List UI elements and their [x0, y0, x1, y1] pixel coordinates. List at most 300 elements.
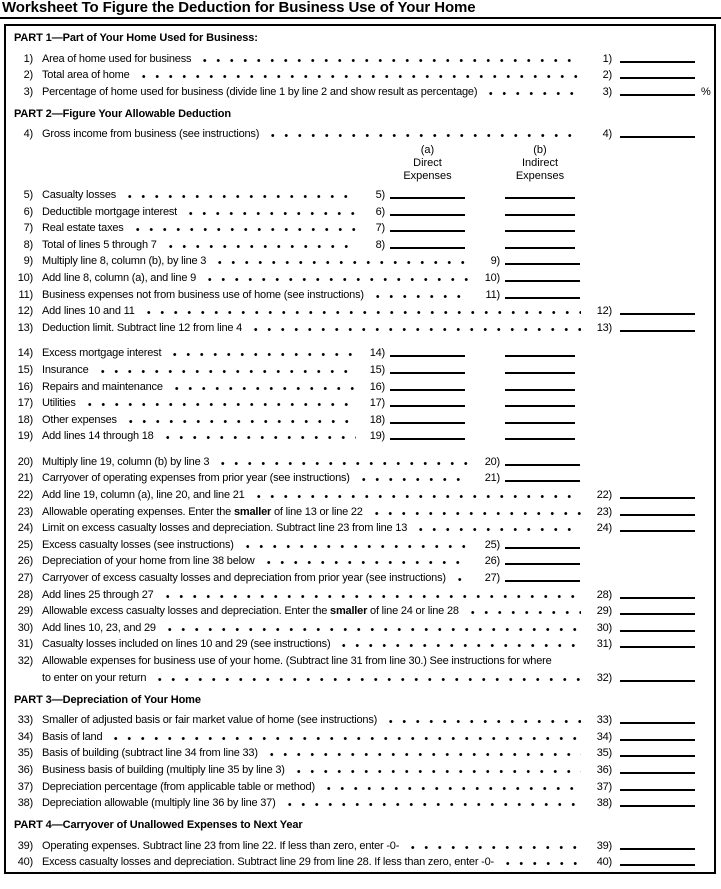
worksheet-line-10	[14, 268, 706, 285]
line-5-indirect-expenses-field[interactable]	[505, 197, 575, 199]
line-16-indirect-expenses-field[interactable]	[505, 389, 575, 391]
line-number: 19)	[17, 430, 33, 443]
line-label-zone	[42, 521, 586, 535]
line-40-amount-field[interactable]	[620, 864, 695, 866]
line-number: 9)	[23, 255, 33, 268]
line-label-zone	[42, 429, 361, 443]
worksheet-line-7	[14, 219, 706, 236]
line-number: 5)	[23, 188, 33, 201]
line-27-amount-field[interactable]	[505, 580, 580, 582]
line-label-zone	[42, 671, 586, 685]
worksheet-line-16	[14, 377, 706, 394]
worksheet-line-18	[14, 410, 706, 427]
line-label: Operating expenses. Subtract line 23 from line 22. If less than zero, enter -0-	[42, 839, 400, 852]
line-label-zone	[42, 127, 586, 141]
worksheet-line-27	[14, 568, 706, 585]
dot-leader	[198, 52, 581, 66]
line-label-zone	[42, 571, 474, 585]
line-14-indirect-expenses-field[interactable]	[505, 355, 575, 357]
line-label: Multiply line 8, column (b), by line 3	[42, 255, 207, 268]
line-number-entry: 20)	[484, 455, 500, 468]
column-a-header	[390, 144, 465, 183]
dot-leader	[337, 637, 581, 651]
line-label-zone	[42, 321, 586, 335]
line-number-entry: 5)	[375, 188, 385, 201]
line-number-entry: 31)	[596, 638, 612, 651]
line-number-entry: 32)	[596, 671, 612, 684]
line-number: 23)	[17, 505, 33, 518]
line-number: 11)	[18, 288, 33, 301]
line-label: Add lines 14 through 18	[42, 430, 154, 443]
worksheet-line-40	[14, 853, 706, 870]
worksheet-line-5	[14, 185, 706, 202]
line-label-zone	[42, 746, 586, 760]
line-number-entry: 30)	[596, 621, 612, 634]
line-number-entry: 36)	[596, 763, 612, 776]
worksheet-line-13	[14, 318, 706, 335]
line-number-entry: 11)	[485, 288, 500, 301]
line-35-amount-field[interactable]	[620, 755, 695, 757]
worksheet-line-11	[14, 285, 706, 302]
dot-leader	[266, 127, 581, 141]
line-number-entry: 4)	[602, 128, 612, 141]
line-label-zone	[42, 346, 361, 360]
dot-leader	[322, 780, 581, 794]
line-label: Real estate taxes	[42, 222, 124, 235]
line-number-entry: 14)	[369, 347, 385, 360]
line-number-entry: 13)	[596, 321, 612, 334]
worksheet-line-33	[14, 711, 706, 728]
line-number: 1)	[23, 52, 33, 65]
worksheet-line-17	[14, 394, 706, 411]
line-6-direct-expenses-field[interactable]	[390, 214, 465, 216]
column-a-header-line: (a)	[420, 144, 435, 157]
column-b-header-line: Expenses	[515, 170, 565, 183]
title-underline-rule	[0, 17, 721, 19]
line-label: Add line 19, column (a), line 20, and line 21	[42, 489, 245, 502]
dot-leader	[161, 588, 581, 602]
line-label: Excess mortgage interest	[42, 347, 162, 360]
dot-leader	[153, 671, 581, 685]
line-label: Add lines 10 and 11	[42, 305, 135, 318]
line-number: 25)	[17, 538, 33, 551]
line-14-direct-expenses-field[interactable]	[390, 355, 465, 357]
line-label: Casualty losses	[42, 188, 117, 201]
line-17-direct-expenses-field[interactable]	[390, 405, 465, 407]
line-2-amount-field[interactable]	[620, 77, 695, 79]
line-number-entry: 38)	[596, 797, 612, 810]
line-7-indirect-expenses-field[interactable]	[505, 230, 575, 232]
line-label: Add lines 25 through 27	[42, 588, 154, 601]
dot-leader	[384, 713, 581, 727]
line-label-zone	[42, 621, 586, 635]
line-label-zone	[42, 288, 474, 302]
line-number: 18)	[17, 413, 33, 426]
line-12-amount-field[interactable]	[620, 313, 695, 315]
line-3-amount-field[interactable]	[620, 94, 695, 96]
line-22-amount-field[interactable]	[620, 497, 695, 499]
line-number: 17)	[17, 397, 33, 410]
line-18-indirect-expenses-field[interactable]	[505, 422, 575, 424]
line-19-indirect-expenses-field[interactable]	[505, 438, 575, 440]
line-number-entry: 17)	[369, 397, 385, 410]
line-label-zone	[42, 68, 586, 82]
line-label-zone	[42, 730, 586, 744]
part-4-heading: PART 4—Carryover of Unallowed Expenses to Next Year	[14, 819, 303, 832]
line-9-amount-field[interactable]	[505, 263, 580, 265]
line-5-direct-expenses-field[interactable]	[390, 197, 465, 199]
line-label: Add line 8, column (a), and line 9	[42, 271, 197, 284]
line-29-amount-field[interactable]	[620, 613, 695, 615]
line-11-amount-field[interactable]	[505, 297, 580, 299]
line-24-amount-field[interactable]	[620, 530, 695, 532]
line-label-zone	[42, 763, 586, 777]
line-number-entry: 39)	[596, 839, 612, 852]
worksheet-line-29	[14, 602, 706, 619]
line-number-entry: 15)	[369, 363, 385, 376]
dot-leader	[83, 396, 356, 410]
line-label: Allowable operating expenses. Enter the	[42, 505, 234, 518]
line-19-direct-expenses-field[interactable]	[390, 438, 465, 440]
worksheet-line-28	[14, 585, 706, 602]
line-number-entry: 12)	[596, 305, 612, 318]
dot-leader	[123, 188, 356, 202]
page-title: Worksheet To Figure the Deduction for Business Use of Your Home	[2, 0, 476, 16]
worksheet-line-31	[14, 635, 706, 652]
line-label-zone	[42, 238, 361, 252]
line-label-zone	[42, 505, 586, 519]
dot-leader	[370, 505, 581, 519]
line-number: 40)	[17, 856, 33, 869]
line-8-indirect-expenses-field[interactable]	[505, 247, 575, 249]
line-number: 22)	[17, 489, 33, 502]
column-b-header	[505, 144, 575, 183]
worksheet-line-20	[14, 452, 706, 469]
line-number-entry: 16)	[369, 380, 385, 393]
part-3-heading: PART 3—Depreciation of Your Home	[14, 693, 201, 706]
column-a-header-line: Expenses	[403, 170, 452, 183]
dot-leader	[142, 304, 581, 318]
line-label-zone	[42, 52, 586, 66]
line-label: Depreciation percentage (from applicable table or method)	[42, 780, 315, 793]
worksheet-line-4	[14, 125, 706, 142]
part-2-heading: PART 2—Figure Your Allowable Deduction	[14, 107, 232, 120]
line-39-amount-field[interactable]	[620, 848, 695, 850]
line-label: Total of lines 5 through 7	[42, 238, 157, 251]
line-label-zone	[42, 713, 586, 727]
line-number-entry: 40)	[596, 856, 612, 869]
line-32-cont-amount-field[interactable]	[620, 680, 695, 682]
line-8-direct-expenses-field[interactable]	[390, 247, 465, 249]
row-spacer	[14, 335, 706, 344]
line-number: 34)	[17, 730, 33, 743]
line-label: Deduction limit. Subtract line 12 from line 4	[42, 321, 243, 334]
line-label-zone	[42, 396, 361, 410]
line-label-zone	[42, 221, 361, 235]
line-number-entry: 22)	[596, 489, 612, 502]
line-label: Business expenses not from business use of home (see instructions)	[42, 288, 364, 301]
worksheet-line-25	[14, 535, 706, 552]
worksheet-line-32	[14, 651, 706, 668]
line-label-zone	[42, 654, 706, 668]
line-number: 37)	[17, 780, 33, 793]
dot-leader	[466, 604, 581, 618]
worksheet-line-15	[14, 360, 706, 377]
dot-leader	[184, 205, 356, 219]
line-number: 16)	[17, 380, 33, 393]
line-13-amount-field[interactable]	[620, 330, 695, 332]
line-number: 31)	[17, 638, 33, 651]
line-number: 35)	[17, 747, 33, 760]
dot-leader	[163, 621, 581, 635]
line-label-zone	[42, 85, 586, 99]
column-a-header-line: Direct	[413, 157, 442, 170]
line-number-entry: 6)	[375, 205, 385, 218]
dot-leader	[283, 796, 581, 810]
line-16-direct-expenses-field[interactable]	[390, 389, 465, 391]
worksheet-line-26	[14, 552, 706, 569]
dot-leader	[109, 730, 581, 744]
line-number-entry: 3)	[602, 85, 612, 98]
line-label-zone	[42, 839, 586, 853]
line-label-cont: of line 24 or line 28	[367, 605, 459, 618]
line-number: 26)	[17, 555, 33, 568]
line-label: Limit on excess casualty losses and depreciation. Subtract line 23 from line 13	[42, 522, 408, 535]
line-number: 6)	[23, 205, 33, 218]
column-b-header-line: Indirect	[521, 157, 559, 170]
worksheet-line-23	[14, 502, 706, 519]
line-23-amount-field[interactable]	[620, 514, 695, 516]
worksheet-line-9	[14, 252, 706, 269]
line-number-entry: 2)	[602, 69, 612, 82]
part-1-heading: PART 1—Part of Your Home Used for Business:	[14, 32, 258, 44]
dot-leader	[168, 346, 356, 360]
line-number: 15)	[17, 363, 33, 376]
dot-leader	[216, 455, 469, 469]
line-26-amount-field[interactable]	[505, 563, 580, 565]
line-label-zone	[42, 254, 474, 268]
line-label-zone	[42, 780, 586, 794]
worksheet-line-8	[14, 235, 706, 252]
line-number: 10)	[17, 271, 33, 284]
line-number-entry: 35)	[596, 747, 612, 760]
dot-leader	[406, 839, 581, 853]
line-1-amount-field[interactable]	[620, 61, 695, 63]
line-label-zone	[42, 188, 361, 202]
line-number: 24)	[17, 522, 33, 535]
line-number: 21)	[17, 472, 33, 485]
line-label-zone	[42, 855, 586, 869]
line-label-zone	[42, 271, 474, 285]
dot-leader	[96, 363, 356, 377]
line-label-zone	[42, 413, 361, 427]
line-label: Allowable excess casualty losses and depreciation. Enter the	[42, 605, 331, 618]
line-number-entry: 8)	[375, 238, 385, 251]
worksheet-line-24	[14, 519, 706, 536]
line-33-amount-field[interactable]	[620, 722, 695, 724]
line-15-indirect-expenses-field[interactable]	[505, 372, 575, 374]
dot-leader	[124, 413, 356, 427]
dot-leader	[164, 238, 356, 252]
dot-leader	[252, 488, 581, 502]
line-number-entry: 18)	[369, 413, 385, 426]
worksheet-line-22	[14, 485, 706, 502]
line-label: Gross income from business (see instructions)	[42, 128, 260, 141]
line-21-amount-field[interactable]	[505, 480, 580, 482]
worksheet-line-14	[14, 344, 706, 361]
worksheet-box	[4, 24, 716, 874]
line-number: 8)	[23, 238, 33, 251]
line-10-amount-field[interactable]	[505, 280, 580, 282]
line-38-amount-field[interactable]	[620, 805, 695, 807]
line-number-entry: 21)	[484, 472, 500, 485]
worksheet-line-21	[14, 469, 706, 486]
line-number: 12)	[17, 305, 33, 318]
line-label-zone	[42, 554, 474, 568]
dot-leader	[484, 85, 581, 99]
line-label-zone	[42, 363, 361, 377]
line-20-amount-field[interactable]	[505, 464, 580, 466]
line-7-direct-expenses-field[interactable]	[390, 230, 465, 232]
worksheet-line-36	[14, 760, 706, 777]
line-label: Casualty losses included on lines 10 and 29 (see instructions)	[42, 638, 331, 651]
line-number-entry: 37)	[596, 780, 612, 793]
line-number: 2)	[23, 69, 33, 82]
line-label-zone	[42, 304, 586, 318]
line-number-entry: 28)	[596, 588, 612, 601]
line-number-entry: 25)	[484, 538, 500, 551]
line-34-amount-field[interactable]	[620, 739, 695, 741]
line-36-amount-field[interactable]	[620, 772, 695, 774]
worksheet-line-32-cont	[14, 668, 706, 685]
line-label-zone	[42, 205, 361, 219]
line-label: Basis of building (subtract line 34 from line 33)	[42, 747, 258, 760]
line-label: Business basis of building (multiply line 35 by line 3)	[42, 763, 285, 776]
line-number-entry: 9)	[490, 255, 500, 268]
expense-column-headers	[14, 144, 706, 183]
line-label-zone	[42, 538, 474, 552]
line-number-entry: 24)	[596, 522, 612, 535]
worksheet-line-35	[14, 744, 706, 761]
line-30-amount-field[interactable]	[620, 630, 695, 632]
line-label: Other expenses	[42, 413, 117, 426]
line-label: Depreciation of your home from line 38 below	[42, 555, 255, 568]
line-label: to enter on your return	[42, 671, 147, 684]
dot-leader	[249, 321, 581, 335]
dot-leader	[170, 380, 356, 394]
line-label: Area of home used for business	[42, 52, 192, 65]
worksheet-line-34	[14, 727, 706, 744]
line-number: 33)	[17, 714, 33, 727]
worksheet-line-6	[14, 202, 706, 219]
dot-leader	[203, 271, 469, 285]
line-number: 4)	[23, 128, 33, 141]
line-label: Percentage of home used for business (divide line 1 by line 2 and show result as percentage)	[42, 85, 478, 98]
line-label: Insurance	[42, 363, 89, 376]
row-spacer	[14, 443, 706, 452]
line-label-zone	[42, 796, 586, 810]
worksheet-line-39	[14, 836, 706, 853]
line-label-cont: of line 13 or line 22	[271, 505, 363, 518]
line-31-amount-field[interactable]	[620, 646, 695, 648]
dot-leader	[262, 554, 469, 568]
line-label: Allowable expenses for business use of your home. (Subtract line 31 from line 30.) See instructions for where	[42, 655, 552, 667]
line-label: Carryover of excess casualty losses and depreciation from prior year (see instructions)	[42, 572, 446, 585]
line-label: Utilities	[42, 397, 76, 410]
worksheet-line-30	[14, 618, 706, 635]
line-label: Repairs and maintenance	[42, 380, 163, 393]
line-label: Deductible mortgage interest	[42, 205, 178, 218]
worksheet-line-37	[14, 777, 706, 794]
line-25-amount-field[interactable]	[505, 547, 580, 549]
line-number: 38)	[17, 797, 33, 810]
line-number-entry: 33)	[596, 714, 612, 727]
line-label-bold-word: smaller	[233, 505, 272, 518]
line-label: Basis of land	[42, 730, 103, 743]
line-label: Carryover of operating expenses from prior year (see instructions)	[42, 472, 350, 485]
line-number-entry: 23)	[596, 505, 612, 518]
worksheet-line-19	[14, 427, 706, 444]
dot-leader	[137, 68, 581, 82]
line-number-entry: 27)	[484, 572, 500, 585]
line-label: Smaller of adjusted basis or fair market value of home (see instructions)	[42, 714, 378, 727]
column-b-header-line: (b)	[533, 144, 547, 157]
line-number: 20)	[17, 455, 33, 468]
dot-leader	[213, 254, 469, 268]
dot-leader	[357, 471, 469, 485]
dot-leader	[292, 763, 581, 777]
line-number: 3)	[23, 85, 33, 98]
line-number: 7)	[23, 222, 33, 235]
line-number-entry: 34)	[596, 730, 612, 743]
line-label: Multiply line 19, column (b) by line 3	[42, 455, 210, 468]
dot-leader	[265, 746, 581, 760]
line-number: 28)	[17, 588, 33, 601]
line-number: 32)	[17, 655, 33, 667]
line-label: Excess casualty losses (see instructions)	[42, 538, 234, 551]
percent-suffix: %	[701, 85, 711, 98]
line-number: 30)	[17, 621, 33, 634]
line-label-zone	[42, 637, 586, 651]
line-number: 13)	[17, 321, 33, 334]
line-number-entry: 29)	[596, 605, 612, 618]
line-label-zone	[42, 455, 474, 469]
line-label: Excess casualty losses and depreciation. Subtract line 29 from line 28. If less than zero, enter -0-	[42, 856, 495, 869]
dot-leader	[453, 571, 469, 585]
line-label-zone	[42, 604, 586, 618]
line-number-entry: 1)	[602, 52, 612, 65]
line-number: 39)	[17, 839, 33, 852]
dot-leader	[414, 521, 581, 535]
line-label: Depreciation allowable (multiply line 36 by line 37)	[42, 797, 276, 810]
worksheet-line-3	[14, 82, 711, 99]
worksheet-line-38	[14, 794, 706, 811]
line-18-direct-expenses-field[interactable]	[390, 422, 465, 424]
dot-leader	[131, 221, 356, 235]
line-label-zone	[42, 380, 361, 394]
line-28-amount-field[interactable]	[620, 597, 695, 599]
line-label-zone	[42, 471, 474, 485]
line-37-amount-field[interactable]	[620, 789, 695, 791]
dot-leader	[161, 429, 356, 443]
line-17-indirect-expenses-field[interactable]	[505, 405, 575, 407]
line-number: 36)	[17, 763, 33, 776]
line-4-amount-field[interactable]	[620, 136, 695, 138]
line-15-direct-expenses-field[interactable]	[390, 372, 465, 374]
line-number: 29)	[17, 605, 33, 618]
line-label-zone	[42, 588, 586, 602]
line-6-indirect-expenses-field[interactable]	[505, 214, 575, 216]
